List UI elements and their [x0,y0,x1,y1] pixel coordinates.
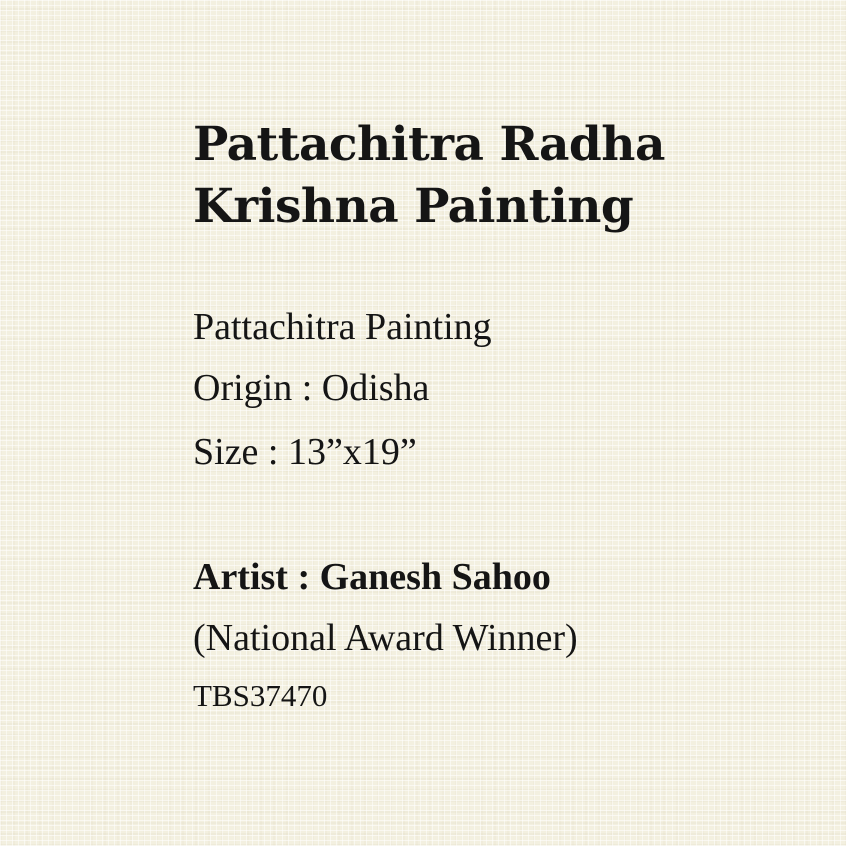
artist-name: Artist : Ganesh Sahoo [193,556,551,598]
product-title: Pattachitra Radha Krishna Painting [193,117,665,234]
size-text: Size : 13”x19” [193,431,417,473]
painting-category: Pattachitra Painting [193,306,492,348]
product-code: TBS37470 [193,678,328,713]
origin-text: Origin : Odisha [193,367,430,409]
artist-award: (National Award Winner) [193,617,578,659]
